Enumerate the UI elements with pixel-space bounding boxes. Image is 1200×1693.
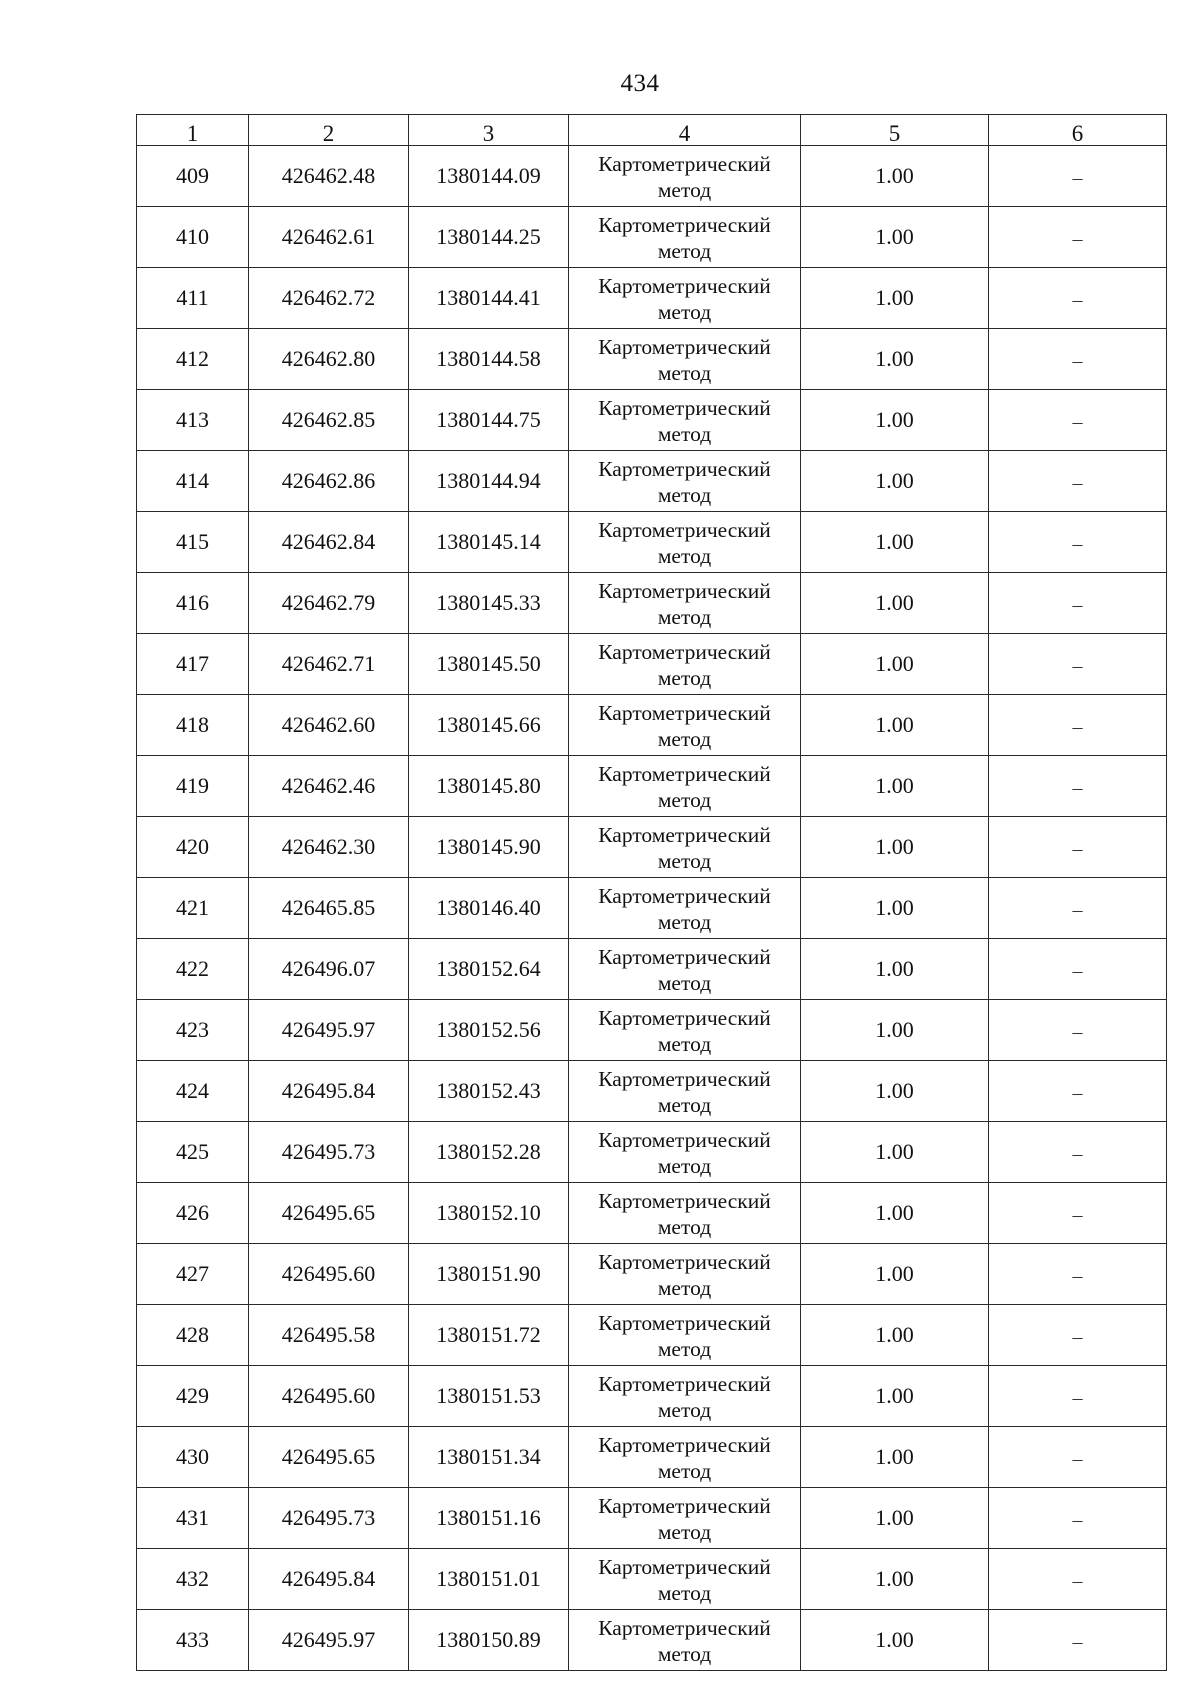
note-cell: – [989, 878, 1167, 939]
table-row [137, 1549, 1167, 1610]
column-header: 5 [801, 115, 989, 146]
method-line-2: метод [657, 360, 712, 385]
coordinate-x-cell: 426496.07 [249, 939, 409, 1000]
note-cell: – [989, 1366, 1167, 1427]
coordinate-y-cell: 1380152.43 [409, 1061, 569, 1122]
accuracy-cell: 1.00 [801, 1183, 989, 1244]
table-row [137, 207, 1167, 268]
table-row [137, 634, 1167, 695]
method-line-2: метод [657, 665, 712, 690]
coordinate-x-cell: 426495.58 [249, 1305, 409, 1366]
method-line-1: Картометрический [598, 151, 771, 176]
method-line-1: Картометрический [598, 212, 771, 237]
coordinate-x-cell: 426495.97 [249, 1610, 409, 1671]
note-cell: – [989, 1549, 1167, 1610]
accuracy-cell: 1.00 [801, 1000, 989, 1061]
point-number-cell: 413 [137, 390, 249, 451]
note-cell: – [989, 1000, 1167, 1061]
method-line-1: Картометрический [598, 1615, 771, 1640]
table-row [137, 1366, 1167, 1427]
method-line-1: Картометрический [598, 1554, 771, 1579]
point-number-cell: 425 [137, 1122, 249, 1183]
coordinate-y-cell: 1380145.50 [409, 634, 569, 695]
coordinate-y-cell: 1380144.41 [409, 268, 569, 329]
coordinate-x-cell: 426495.65 [249, 1427, 409, 1488]
table-row [137, 1610, 1167, 1671]
method-cell [569, 329, 801, 390]
note-cell: – [989, 1122, 1167, 1183]
accuracy-cell: 1.00 [801, 268, 989, 329]
note-cell: – [989, 512, 1167, 573]
table-row [137, 817, 1167, 878]
method-cell [569, 1122, 801, 1183]
method-cell [569, 512, 801, 573]
method-line-2: метод [657, 238, 712, 263]
point-number-cell: 414 [137, 451, 249, 512]
method-line-1: Картометрический [598, 273, 771, 298]
coordinate-x-cell: 426495.84 [249, 1061, 409, 1122]
note-cell: – [989, 939, 1167, 1000]
method-cell [569, 1061, 801, 1122]
coordinate-y-cell: 1380152.10 [409, 1183, 569, 1244]
point-number-cell: 415 [137, 512, 249, 573]
coordinates-table [136, 114, 1167, 1671]
coordinate-x-cell: 426462.48 [249, 146, 409, 207]
point-number-cell: 410 [137, 207, 249, 268]
note-cell: – [989, 573, 1167, 634]
table-row [137, 1427, 1167, 1488]
table-row [137, 695, 1167, 756]
point-number-cell: 422 [137, 939, 249, 1000]
method-line-1: Картометрический [598, 1432, 771, 1457]
accuracy-cell: 1.00 [801, 1305, 989, 1366]
note-cell: – [989, 1305, 1167, 1366]
method-line-2: метод [657, 1580, 712, 1605]
table-row [137, 878, 1167, 939]
method-cell [569, 1549, 801, 1610]
method-line-2: метод [657, 726, 712, 751]
method-cell [569, 1610, 801, 1671]
method-cell [569, 1305, 801, 1366]
method-line-2: метод [657, 1031, 712, 1056]
coordinate-x-cell: 426462.84 [249, 512, 409, 573]
method-line-2: метод [657, 543, 712, 568]
coordinate-y-cell: 1380144.75 [409, 390, 569, 451]
method-cell [569, 146, 801, 207]
method-line-1: Картометрический [598, 1005, 771, 1030]
note-cell: – [989, 695, 1167, 756]
point-number-cell: 432 [137, 1549, 249, 1610]
method-line-1: Картометрический [598, 883, 771, 908]
accuracy-cell: 1.00 [801, 695, 989, 756]
method-line-2: метод [657, 1153, 712, 1178]
table-row [137, 390, 1167, 451]
coordinate-x-cell: 426495.73 [249, 1122, 409, 1183]
coordinate-y-cell: 1380144.58 [409, 329, 569, 390]
method-cell [569, 939, 801, 1000]
method-line-2: метод [657, 1458, 712, 1483]
coordinate-y-cell: 1380151.16 [409, 1488, 569, 1549]
note-cell: – [989, 1610, 1167, 1671]
method-line-1: Картометрический [598, 1371, 771, 1396]
column-header: 4 [569, 115, 801, 146]
accuracy-cell: 1.00 [801, 1610, 989, 1671]
method-line-1: Картометрический [598, 1493, 771, 1518]
method-line-1: Картометрический [598, 456, 771, 481]
note-cell: – [989, 1061, 1167, 1122]
accuracy-cell: 1.00 [801, 573, 989, 634]
column-header: 3 [409, 115, 569, 146]
coordinate-y-cell: 1380144.94 [409, 451, 569, 512]
method-cell [569, 268, 801, 329]
table-row [137, 1061, 1167, 1122]
note-cell: – [989, 634, 1167, 695]
coordinate-x-cell: 426465.85 [249, 878, 409, 939]
coordinate-x-cell: 426462.46 [249, 756, 409, 817]
note-cell: – [989, 146, 1167, 207]
table-row [137, 1122, 1167, 1183]
method-line-2: метод [657, 299, 712, 324]
method-line-2: метод [657, 1336, 712, 1361]
table-row [137, 1488, 1167, 1549]
method-line-2: метод [657, 421, 712, 446]
note-cell: – [989, 1488, 1167, 1549]
method-line-1: Картометрический [598, 761, 771, 786]
column-header: 6 [989, 115, 1167, 146]
point-number-cell: 431 [137, 1488, 249, 1549]
table-body [137, 115, 1167, 1671]
coordinate-y-cell: 1380144.25 [409, 207, 569, 268]
note-cell: – [989, 268, 1167, 329]
coordinate-y-cell: 1380151.72 [409, 1305, 569, 1366]
method-line-1: Картометрический [598, 1066, 771, 1091]
method-cell [569, 390, 801, 451]
accuracy-cell: 1.00 [801, 1122, 989, 1183]
table-row [137, 573, 1167, 634]
coordinate-y-cell: 1380152.28 [409, 1122, 569, 1183]
method-line-2: метод [657, 1397, 712, 1422]
method-line-2: метод [657, 1214, 712, 1239]
point-number-cell: 430 [137, 1427, 249, 1488]
point-number-cell: 418 [137, 695, 249, 756]
coordinate-x-cell: 426495.60 [249, 1366, 409, 1427]
note-cell: – [989, 451, 1167, 512]
method-cell [569, 1244, 801, 1305]
coordinate-x-cell: 426495.60 [249, 1244, 409, 1305]
coordinate-y-cell: 1380151.53 [409, 1366, 569, 1427]
accuracy-cell: 1.00 [801, 878, 989, 939]
point-number-cell: 411 [137, 268, 249, 329]
point-number-cell: 433 [137, 1610, 249, 1671]
coordinate-x-cell: 426462.72 [249, 268, 409, 329]
point-number-cell: 426 [137, 1183, 249, 1244]
coordinate-x-cell: 426495.65 [249, 1183, 409, 1244]
method-line-1: Картометрический [598, 700, 771, 725]
coordinate-y-cell: 1380150.89 [409, 1610, 569, 1671]
method-line-1: Картометрический [598, 1127, 771, 1152]
point-number-cell: 412 [137, 329, 249, 390]
accuracy-cell: 1.00 [801, 1061, 989, 1122]
point-number-cell: 419 [137, 756, 249, 817]
method-line-2: метод [657, 787, 712, 812]
method-line-2: метод [657, 177, 712, 202]
point-number-cell: 428 [137, 1305, 249, 1366]
coordinate-y-cell: 1380145.14 [409, 512, 569, 573]
coordinate-y-cell: 1380151.90 [409, 1244, 569, 1305]
accuracy-cell: 1.00 [801, 1488, 989, 1549]
note-cell: – [989, 329, 1167, 390]
point-number-cell: 409 [137, 146, 249, 207]
method-cell [569, 634, 801, 695]
accuracy-cell: 1.00 [801, 634, 989, 695]
table-row [137, 329, 1167, 390]
coordinate-x-cell: 426462.85 [249, 390, 409, 451]
coordinate-x-cell: 426462.79 [249, 573, 409, 634]
method-line-1: Картометрический [598, 517, 771, 542]
accuracy-cell: 1.00 [801, 451, 989, 512]
coordinate-y-cell: 1380144.09 [409, 146, 569, 207]
coordinate-y-cell: 1380145.33 [409, 573, 569, 634]
coordinate-y-cell: 1380151.34 [409, 1427, 569, 1488]
method-line-1: Картометрический [598, 1249, 771, 1274]
coordinate-x-cell: 426462.60 [249, 695, 409, 756]
coordinate-y-cell: 1380145.66 [409, 695, 569, 756]
table-row [137, 1000, 1167, 1061]
coordinate-y-cell: 1380146.40 [409, 878, 569, 939]
note-cell: – [989, 207, 1167, 268]
method-cell [569, 573, 801, 634]
method-line-1: Картометрический [598, 395, 771, 420]
coordinate-x-cell: 426462.71 [249, 634, 409, 695]
method-line-1: Картометрический [598, 822, 771, 847]
accuracy-cell: 1.00 [801, 1427, 989, 1488]
method-cell [569, 1488, 801, 1549]
coordinate-x-cell: 426462.30 [249, 817, 409, 878]
method-cell [569, 1000, 801, 1061]
coordinate-x-cell: 426462.86 [249, 451, 409, 512]
method-line-2: метод [657, 1092, 712, 1117]
accuracy-cell: 1.00 [801, 1366, 989, 1427]
method-line-2: метод [657, 848, 712, 873]
method-cell [569, 1427, 801, 1488]
note-cell: – [989, 390, 1167, 451]
accuracy-cell: 1.00 [801, 817, 989, 878]
note-cell: – [989, 1244, 1167, 1305]
coordinate-x-cell: 426495.73 [249, 1488, 409, 1549]
method-cell [569, 817, 801, 878]
point-number-cell: 421 [137, 878, 249, 939]
coordinates-table-wrapper [136, 114, 1166, 1671]
coordinate-y-cell: 1380152.64 [409, 939, 569, 1000]
accuracy-cell: 1.00 [801, 146, 989, 207]
method-line-2: метод [657, 970, 712, 995]
table-header-row [137, 115, 1167, 146]
method-line-1: Картометрический [598, 1310, 771, 1335]
accuracy-cell: 1.00 [801, 1244, 989, 1305]
page-number: 434 [620, 70, 660, 97]
coordinate-x-cell: 426462.80 [249, 329, 409, 390]
method-line-2: метод [657, 604, 712, 629]
method-line-2: метод [657, 1275, 712, 1300]
accuracy-cell: 1.00 [801, 207, 989, 268]
table-row [137, 146, 1167, 207]
point-number-cell: 429 [137, 1366, 249, 1427]
accuracy-cell: 1.00 [801, 756, 989, 817]
table-row [137, 268, 1167, 329]
point-number-cell: 417 [137, 634, 249, 695]
coordinate-x-cell: 426462.61 [249, 207, 409, 268]
method-line-1: Картометрический [598, 639, 771, 664]
coordinate-y-cell: 1380145.90 [409, 817, 569, 878]
coordinate-x-cell: 426495.97 [249, 1000, 409, 1061]
method-cell [569, 878, 801, 939]
method-cell [569, 207, 801, 268]
method-line-2: метод [657, 909, 712, 934]
coordinate-y-cell: 1380152.56 [409, 1000, 569, 1061]
method-line-1: Картометрический [598, 578, 771, 603]
method-line-1: Картометрический [598, 1188, 771, 1213]
method-cell [569, 1366, 801, 1427]
method-cell [569, 756, 801, 817]
table-row [137, 451, 1167, 512]
note-cell: – [989, 756, 1167, 817]
method-cell [569, 451, 801, 512]
point-number-cell: 420 [137, 817, 249, 878]
note-cell: – [989, 1183, 1167, 1244]
point-number-cell: 416 [137, 573, 249, 634]
column-header: 1 [137, 115, 249, 146]
coordinate-x-cell: 426495.84 [249, 1549, 409, 1610]
accuracy-cell: 1.00 [801, 329, 989, 390]
method-line-1: Картометрический [598, 944, 771, 969]
coordinate-y-cell: 1380151.01 [409, 1549, 569, 1610]
method-line-2: метод [657, 1641, 712, 1666]
method-line-2: метод [657, 1519, 712, 1544]
method-cell [569, 1183, 801, 1244]
table-row [137, 939, 1167, 1000]
accuracy-cell: 1.00 [801, 390, 989, 451]
coordinate-y-cell: 1380145.80 [409, 756, 569, 817]
table-row [137, 512, 1167, 573]
method-line-2: метод [657, 482, 712, 507]
method-cell [569, 695, 801, 756]
point-number-cell: 427 [137, 1244, 249, 1305]
table-row [137, 1244, 1167, 1305]
accuracy-cell: 1.00 [801, 939, 989, 1000]
accuracy-cell: 1.00 [801, 1549, 989, 1610]
note-cell: – [989, 817, 1167, 878]
table-row [137, 756, 1167, 817]
table-row [137, 1183, 1167, 1244]
point-number-cell: 424 [137, 1061, 249, 1122]
table-row [137, 1305, 1167, 1366]
point-number-cell: 423 [137, 1000, 249, 1061]
method-line-1: Картометрический [598, 334, 771, 359]
note-cell: – [989, 1427, 1167, 1488]
accuracy-cell: 1.00 [801, 512, 989, 573]
column-header: 2 [249, 115, 409, 146]
